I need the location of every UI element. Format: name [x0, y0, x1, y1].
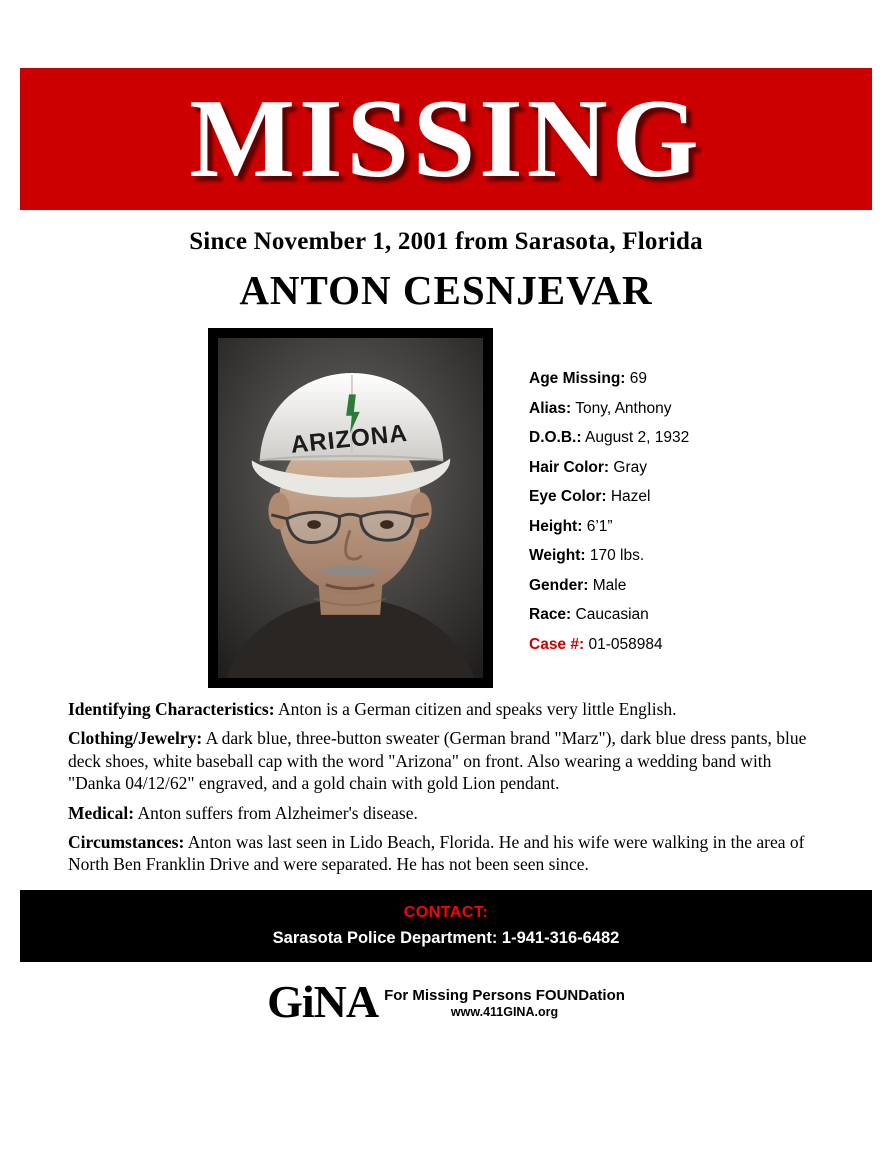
footer-url[interactable]: www.411GINA.org	[450, 1005, 559, 1020]
section-medical	[68, 802, 824, 824]
detail-label: Weight:	[529, 547, 586, 564]
details-list	[529, 328, 689, 665]
section-label: Clothing/Jewelry:	[68, 728, 203, 749]
section-label: Identifying Characteristics:	[68, 699, 275, 719]
gina-wordmark: GiNA	[267, 975, 379, 1027]
section-text: Anton was last seen in Lido Beach, Florida. He and his wife were walking in the area of North Ben Franklin Drive and were separated. He has not been seen since.	[68, 831, 805, 875]
person-photo	[208, 328, 493, 688]
missing-banner-text: MISSING	[189, 77, 703, 201]
detail-value: 170 lbs.	[589, 547, 645, 564]
detail-value: Gray	[613, 458, 647, 476]
detail-hair-color	[529, 459, 689, 477]
detail-label: Height:	[529, 517, 583, 535]
detail-label: Alias:	[529, 399, 572, 417]
contact-bar	[20, 890, 872, 962]
section-label: Circumstances:	[68, 831, 185, 852]
section-identifying-characteristics	[68, 698, 824, 720]
detail-value: 69	[629, 370, 648, 387]
detail-height	[529, 518, 689, 536]
detail-label: Eye Color:	[529, 488, 607, 505]
detail-gender	[529, 577, 689, 595]
page-title: ANTON CESNJEVAR	[239, 267, 653, 313]
footer-logo-text	[384, 988, 625, 1024]
detail-value: 01-058984	[588, 635, 663, 653]
detail-label: Age Missing:	[529, 370, 626, 387]
detail-race	[529, 606, 689, 624]
description-sections	[20, 698, 872, 876]
detail-dob	[529, 429, 689, 447]
footer-tagline: For Missing Persons FOUNDation	[384, 986, 625, 1004]
detail-case-number	[529, 636, 689, 654]
missing-banner	[20, 68, 872, 210]
detail-value: Tony, Anthony	[575, 399, 672, 417]
section-circumstances	[68, 831, 824, 876]
detail-age-missing	[529, 370, 689, 388]
detail-label: D.O.B.:	[529, 429, 582, 446]
section-text: A dark blue, three-button sweater (German brand "Marz"), dark blue dress pants, blue deck shoes, white baseball cap with the word "Arizona" on front. Also wearing a wedding band with "Danka 04/12/62" engraved, and a gold chain with gold Lion pendant.	[68, 728, 807, 794]
svg-text:ARIZONA: ARIZONA	[289, 419, 409, 459]
detail-weight	[529, 547, 689, 565]
contact-phone-line[interactable]: Sarasota Police Department: 1-941-316-6482	[272, 928, 620, 947]
detail-label: Gender:	[529, 576, 589, 594]
detail-alias	[529, 400, 689, 418]
detail-value: Hazel	[610, 488, 651, 505]
detail-label: Case #:	[529, 635, 585, 653]
person-photo-inner	[218, 338, 483, 678]
detail-value: 6’1”	[586, 517, 613, 535]
missing-person-poster	[20, 68, 872, 1027]
detail-label: Hair Color:	[529, 458, 610, 476]
section-clothing-jewelry	[68, 727, 824, 794]
contact-title: CONTACT:	[403, 903, 489, 921]
section-text: Anton is a German citizen and speaks very little English.	[278, 699, 677, 719]
detail-value: August 2, 1932	[584, 429, 690, 446]
detail-value: Male	[592, 576, 627, 594]
section-text: Anton suffers from Alzheimer's disease.	[137, 802, 418, 823]
missing-since-line: Since November 1, 2001 from Sarasota, Florida	[189, 228, 703, 255]
detail-eye-color	[529, 488, 689, 506]
section-label: Medical:	[68, 802, 135, 823]
photo-and-details-row	[20, 328, 872, 688]
detail-value: Caucasian	[575, 606, 649, 623]
detail-label: Race:	[529, 606, 572, 623]
footer-logo	[20, 975, 872, 1027]
person-photo-illustration	[218, 338, 483, 678]
